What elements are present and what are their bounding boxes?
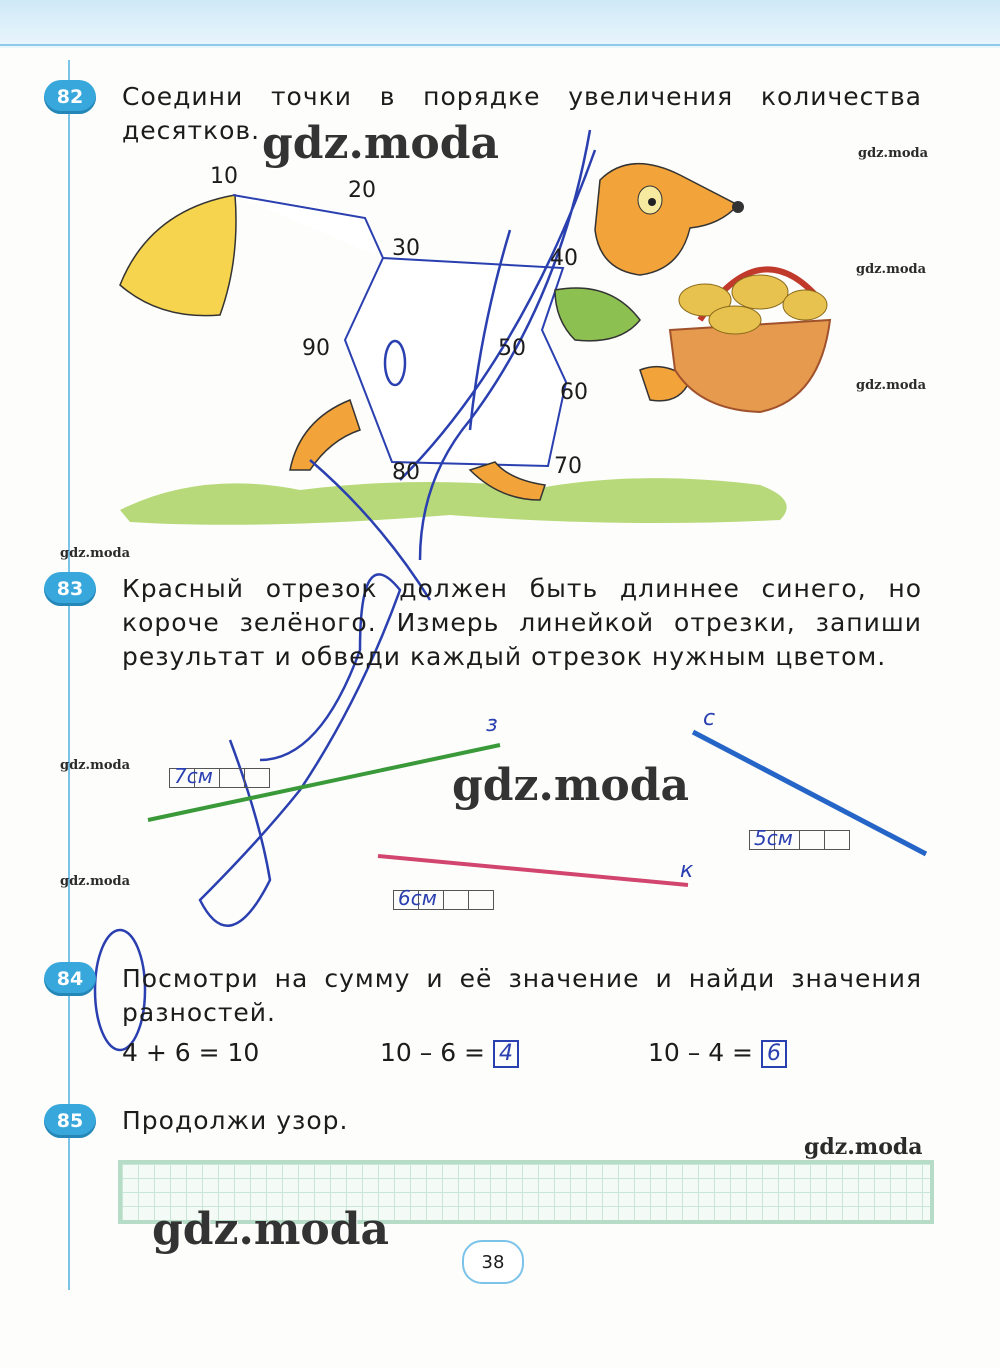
basket-pie bbox=[732, 275, 788, 309]
fox-nose bbox=[732, 201, 744, 213]
fox-tail bbox=[120, 195, 236, 316]
basket-pie bbox=[783, 290, 827, 320]
fox-leg bbox=[290, 400, 360, 470]
fox-sleeve bbox=[555, 288, 640, 341]
watermark-small: gdz.moda bbox=[858, 146, 929, 161]
dot-label-10: 10 bbox=[210, 164, 238, 189]
dot-label-40: 40 bbox=[550, 246, 578, 271]
watermark-medium: gdz.moda bbox=[804, 1134, 923, 1160]
difference-expression-1: 10 – 6 = bbox=[380, 1038, 486, 1067]
watermark-small: gdz.moda bbox=[60, 546, 131, 561]
red-measure-value: 6см bbox=[398, 886, 437, 910]
basket bbox=[670, 320, 830, 412]
dot-label-90: 90 bbox=[302, 336, 330, 361]
task-badge-84: 84 bbox=[44, 962, 96, 996]
watermark: gdz.moda bbox=[452, 760, 690, 811]
difference-expression-2: 10 – 4 = bbox=[648, 1038, 754, 1067]
blue-measure-box[interactable] bbox=[750, 826, 850, 850]
green-measure-value: 7см bbox=[174, 764, 213, 788]
basket-pie bbox=[709, 306, 761, 334]
difference-answer-1[interactable]: 4 bbox=[493, 1040, 519, 1068]
watermark: gdz.moda bbox=[262, 118, 500, 169]
dot-label-60: 60 bbox=[560, 380, 588, 405]
difference-equation-1 bbox=[380, 1038, 519, 1068]
red-measure-box[interactable] bbox=[394, 886, 494, 910]
watermark: gdz.moda bbox=[152, 1204, 390, 1255]
sum-equation: 4 + 6 = 10 bbox=[122, 1038, 260, 1067]
dot-label-30: 30 bbox=[392, 236, 420, 261]
green-measure-box[interactable] bbox=[170, 764, 270, 788]
dot-label-20: 20 bbox=[348, 178, 376, 203]
task-badge-85: 85 bbox=[44, 1104, 96, 1138]
watermark-small: gdz.moda bbox=[856, 378, 927, 393]
difference-answer-2[interactable]: 6 bbox=[761, 1040, 787, 1068]
task-text-84: Посмотри на сумму и её значение и найди значения разностей. bbox=[122, 964, 922, 1027]
fox-pupil bbox=[648, 198, 656, 206]
watermark-small: gdz.moda bbox=[856, 262, 927, 277]
task-text-83: Красный отрезок должен быть длиннее синего, но короче зелёного. Измерь линейкой отрезки, запиши результат и обведи каждый отрезок нужным цветом. bbox=[122, 574, 922, 671]
grass-strip bbox=[120, 478, 787, 525]
red-segment bbox=[378, 856, 688, 885]
dot-label-80: 80 bbox=[392, 460, 420, 485]
red-segment-letter: к bbox=[680, 858, 694, 883]
fox-head bbox=[595, 164, 738, 275]
page-number: 38 bbox=[462, 1240, 524, 1284]
dot-label-50: 50 bbox=[498, 336, 526, 361]
watermark-small: gdz.moda bbox=[60, 874, 131, 889]
watermark-small: gdz.moda bbox=[60, 758, 131, 773]
blue-segment-letter: с bbox=[703, 706, 716, 731]
task-text-85: Продолжи узор. bbox=[122, 1106, 349, 1135]
task-text-82: Соедини точки в порядке увеличения количества десятков. bbox=[122, 82, 922, 145]
dot-label-70: 70 bbox=[554, 454, 582, 479]
green-segment-letter: з bbox=[486, 712, 498, 737]
difference-equation-2 bbox=[648, 1038, 787, 1068]
task-badge-83: 83 bbox=[44, 572, 96, 606]
task-badge-82: 82 bbox=[44, 80, 96, 114]
blue-measure-value: 5см bbox=[754, 826, 793, 850]
